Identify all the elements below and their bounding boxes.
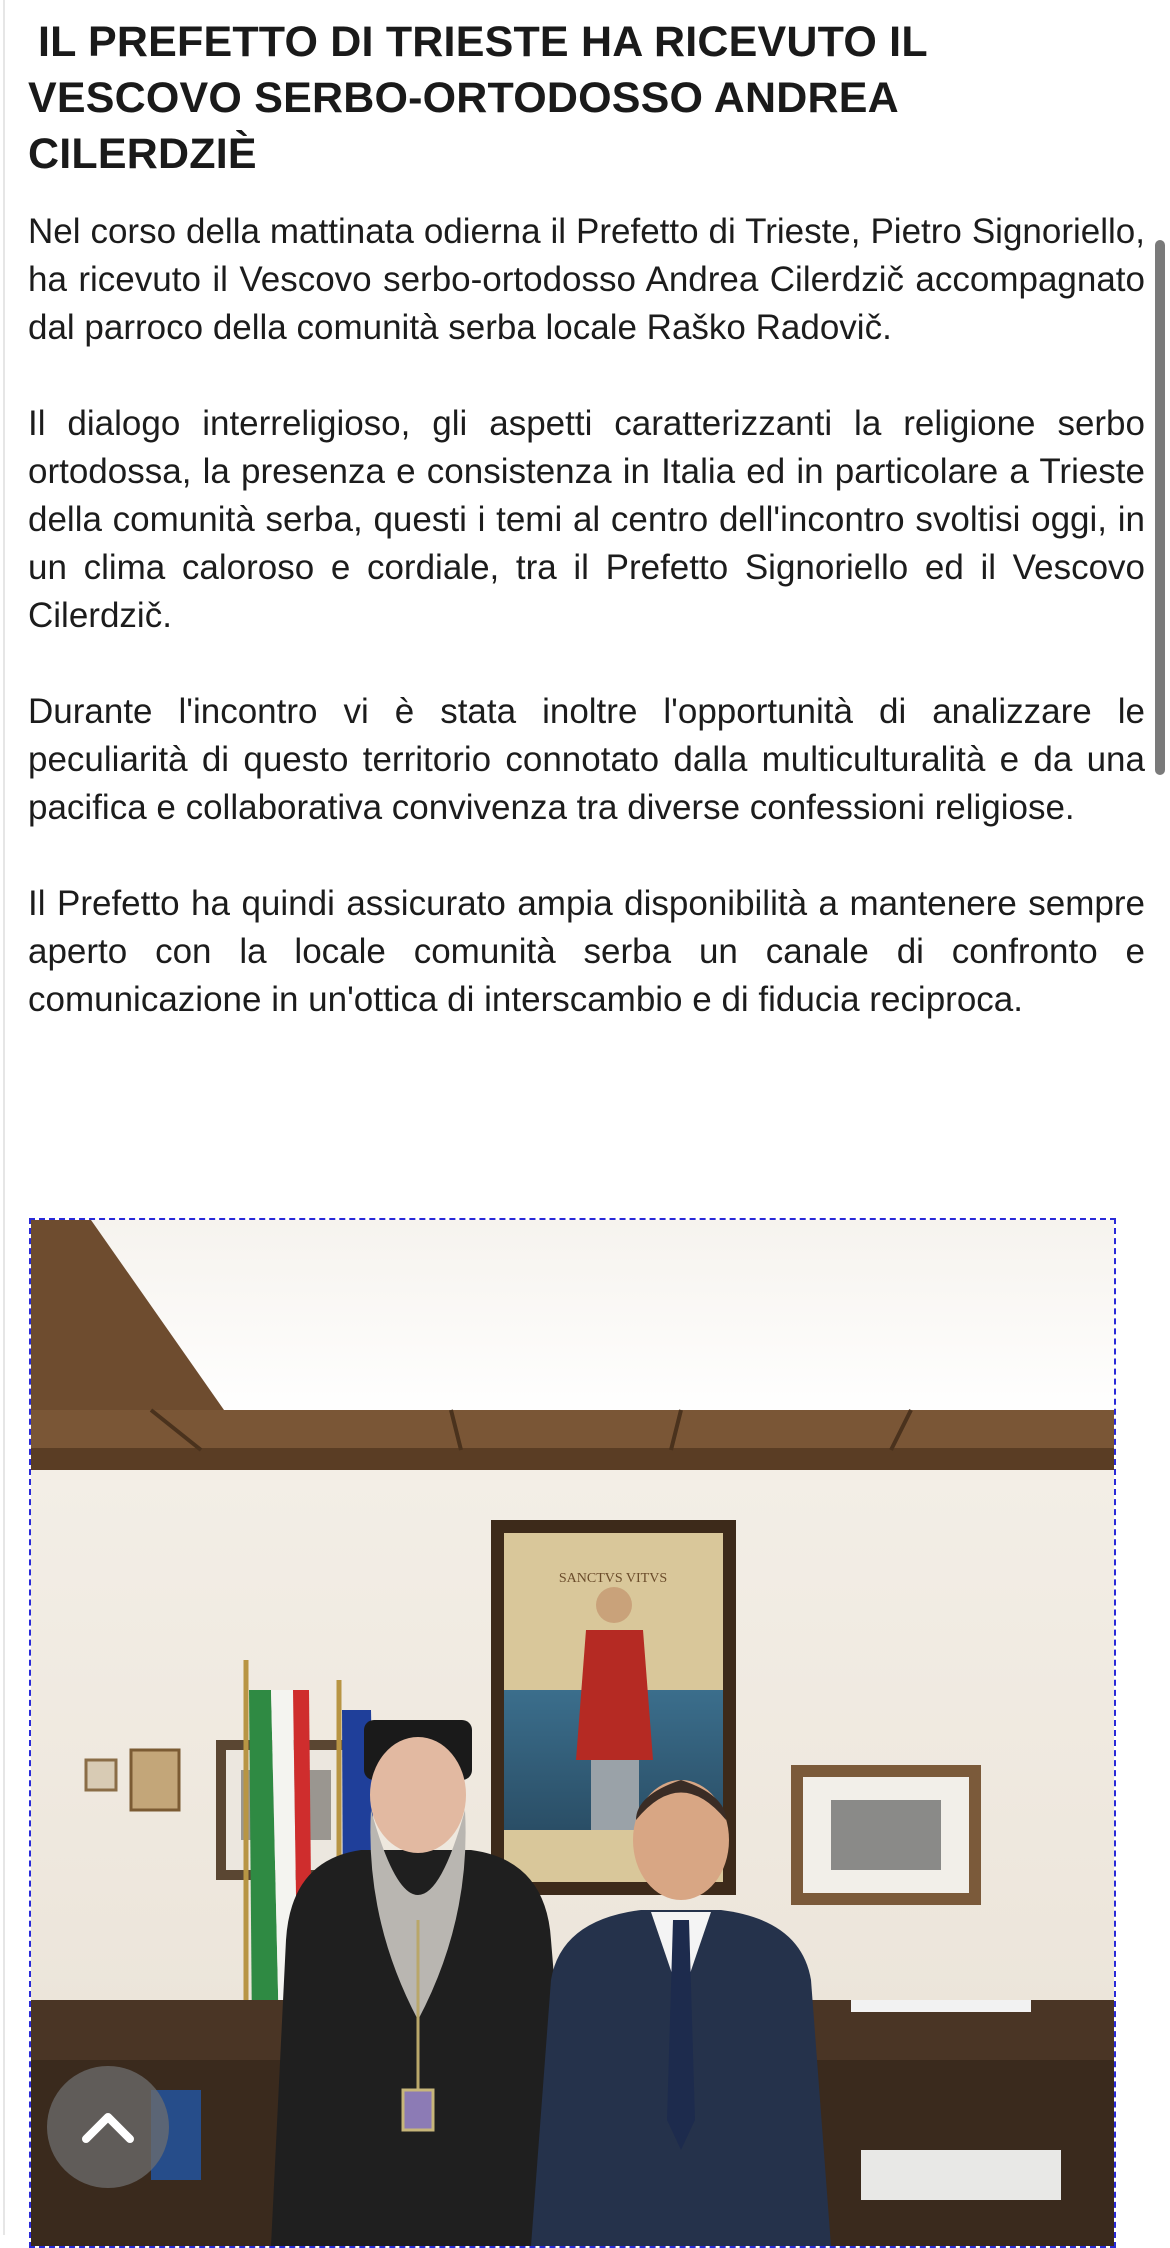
wall-plaque-2	[131, 1750, 179, 1810]
desk-papers-1	[851, 2000, 1031, 2012]
title-line-1: IL PREFETTO DI TRIESTE HA RICEVUTO IL	[38, 18, 928, 66]
article-paragraph-1: Nel corso della mattinata odierna il Prefetto di Trieste, Pietro Signoriello, ha ricevuto il Vescovo serbo-ortodosso Andrea Cilerdzič accompagnato dal parroco della comunità serba locale Raško Radovič.	[28, 212, 1145, 347]
painting-saint-robe	[576, 1630, 653, 1760]
article	[28, 14, 1145, 1024]
meeting-photo-illustration	[31, 1220, 1114, 2246]
desk-papers-2	[861, 2150, 1061, 2200]
article-paragraph-3: Durante l'incontro vi è stata inoltre l'opportunità di analizzare le peculiarità di questo territorio connotato dalla multiculturalità e da una pacifica e collaborativa convivenza tra diverse confessioni religiose.	[28, 692, 1145, 827]
chevron-up-icon	[80, 2107, 136, 2147]
wall-plaque-1	[86, 1760, 116, 1790]
scroll-to-top-button[interactable]	[47, 2066, 169, 2188]
title-line-3: CILERDZIÈ	[28, 130, 257, 178]
title-line-2: VESCOVO SERBO-ORTODOSSO ANDREA	[28, 74, 899, 122]
page-edge-divider	[3, 0, 5, 2235]
page-scrollbar-thumb[interactable]	[1155, 240, 1165, 775]
painting-saint-tunic	[591, 1760, 639, 1830]
article-paragraph-2: Il dialogo interreligioso, gli aspetti caratterizzanti la religione serbo ortodossa, la presenza e consistenza in Italia ed in particolare a Trieste della comunità serba, questi i temi al centro dell'incontro svoltisi oggi, in un clima caloroso e cordiale, tra il Prefetto Signoriello ed il Vescovo Cilerdzič.	[28, 404, 1145, 635]
article-photo[interactable]	[29, 1218, 1116, 2248]
article-paragraph-4: Il Prefetto ha quindi assicurato ampia disponibilità a mantenere sempre aperto con la locale comunità serba un canale di confronto e comunicazione in un'ottica di interscambio e di fiducia reciproca.	[28, 884, 1145, 1019]
painting-inscription: SANCTVS VITVS	[558, 1571, 668, 1586]
wall-print-right-image	[831, 1800, 941, 1870]
article-title	[28, 14, 1145, 182]
ceiling-molding	[31, 1448, 1114, 1470]
painting-saint-head	[596, 1587, 632, 1623]
